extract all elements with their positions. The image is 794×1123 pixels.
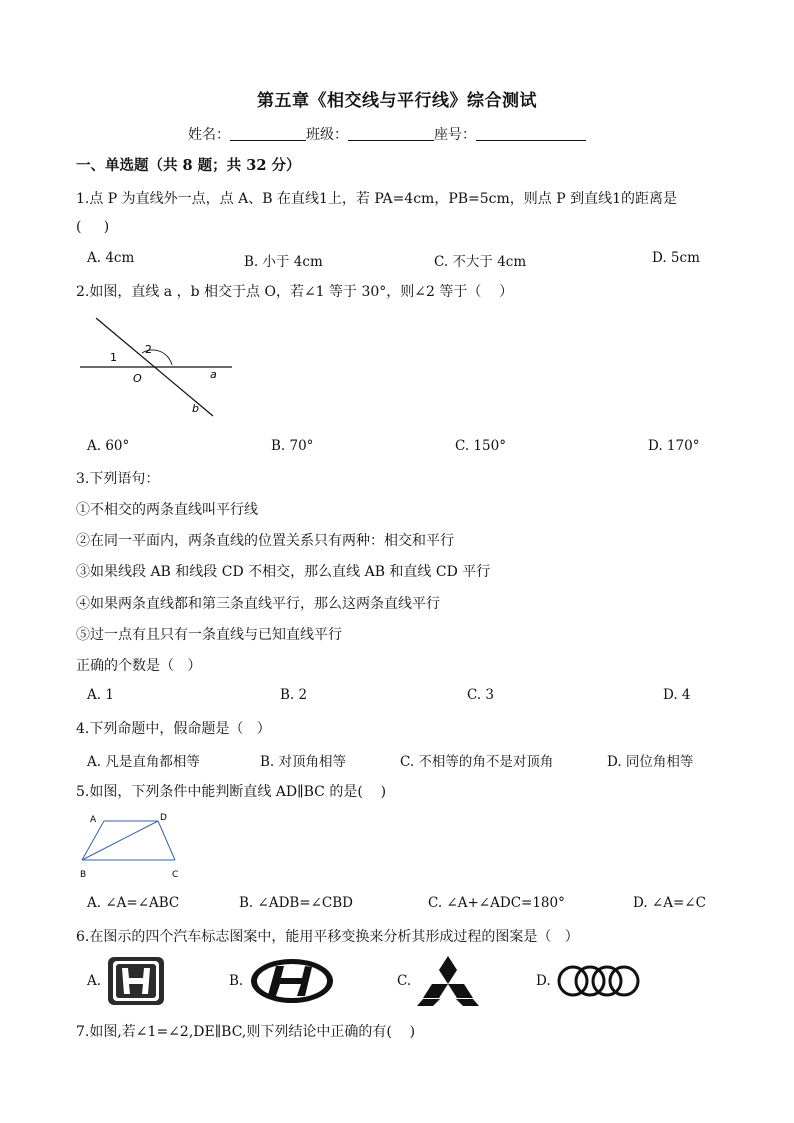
seat-label: 座号： [434, 127, 476, 143]
q3-statement-5: ⑤过一点有且只有一条直线与已知直线平行 [76, 627, 342, 643]
seat-blank [476, 126, 586, 141]
q2-stem: 2.如图，直线 a ，b 相交于点 O，若∠1 等于 30°，则∠2 等于（ ） [76, 284, 514, 300]
q3-statement-1: ①不相交的两条直线叫平行线 [76, 502, 258, 518]
q1-stem-line2: ( ) [76, 219, 110, 235]
point-o-label: O [133, 372, 142, 385]
q4-option-b: B. 对顶角相等 [260, 754, 347, 770]
q6-option-d: D. [536, 973, 551, 989]
audi-rings-logo-icon [556, 962, 640, 1000]
q3-option-a: A. 1 [87, 687, 114, 703]
q4-option-a: A. 凡是直角都相等 [87, 754, 200, 770]
point-c-label: C [172, 870, 179, 880]
q2-option-b: B. 70° [271, 438, 314, 454]
q7-stem: 7.如图,若∠1=∠2,DE∥BC,则下列结论中正确的有( ) [76, 1024, 416, 1040]
q1-stem-line1: 1.点 P 为直线外一点，点 A、B 在直线1上，若 PA=4cm，PB=5cm，则点 P 到直线1的距离是 [76, 191, 678, 207]
q2-option-a: A. 60° [87, 438, 130, 454]
angle-1-label: 1 [110, 351, 117, 364]
q2-figure-intersecting-lines [76, 310, 246, 422]
q2-option-d: D. 170° [648, 438, 700, 454]
q6-option-b: B. [229, 973, 244, 989]
q6-option-c: C. [397, 973, 412, 989]
q5-stem: 5.如图，下列条件中能判断直线 AD∥BC 的是( ) [76, 784, 387, 800]
line-a-label: a [210, 368, 217, 381]
q3-statement-2: ②在同一平面内，两条直线的位置关系只有两种：相交和平行 [76, 533, 454, 549]
hyundai-logo-icon [250, 958, 334, 1004]
q1-option-d: D. 5cm [652, 250, 700, 266]
q4-option-d: D. 同位角相等 [607, 754, 694, 770]
q1-option-c: C. 不大于 4cm [434, 254, 527, 270]
q3-stem: 3.下列语句： [76, 471, 160, 487]
point-d-label: D [160, 813, 167, 823]
point-b-label: B [80, 870, 87, 880]
class-blank [348, 126, 434, 141]
name-blank [230, 126, 306, 141]
q1-option-b: B. 小于 4cm [244, 254, 323, 270]
q5-option-d: D. ∠A=∠C [633, 895, 706, 911]
q4-stem: 4.下列命题中，假命题是（ ） [76, 721, 271, 737]
q1-option-a: A. 4cm [87, 250, 135, 266]
q4-option-c: C. 不相等的角不是对顶角 [400, 754, 554, 770]
section-heading: 一、单选题（共 8 题；共 32 分） [76, 157, 301, 174]
q3-option-b: B. 2 [280, 687, 308, 703]
student-info-line [188, 124, 586, 144]
angle-2-label: 2 [145, 343, 152, 356]
q5-option-a: A. ∠A=∠ABC [87, 895, 180, 911]
q3-statement-4: ④如果两条直线都和第三条直线平行，那么这两条直线平行 [76, 596, 440, 612]
page-title: 第五章《相交线与平行线》综合测试 [257, 91, 537, 111]
q5-option-c: C. ∠A+∠ADC=180° [428, 895, 565, 911]
q3-prompt: 正确的个数是（ ） [76, 658, 202, 674]
q3-option-d: D. 4 [663, 687, 691, 703]
mitsubishi-logo-icon [415, 955, 481, 1007]
class-label: 班级： [306, 127, 348, 143]
name-label: 姓名： [188, 127, 230, 143]
q6-option-a: A. [87, 973, 102, 989]
point-a-label: A [90, 815, 97, 825]
q5-option-b: B. ∠ADB=∠CBD [239, 895, 354, 911]
q3-option-c: C. 3 [467, 687, 495, 703]
honda-logo-icon [106, 956, 166, 1006]
line-b-label: b [192, 402, 199, 415]
q2-option-c: C. 150° [455, 438, 506, 454]
q3-statement-3: ③如果线段 AB 和线段 CD 不相交，那么直线 AB 和直线 CD 平行 [76, 564, 491, 580]
q6-stem: 6.在图示的四个汽车标志图案中，能用平移变换来分析其形成过程的图案是（ ） [76, 929, 579, 945]
segment-dc [158, 821, 175, 860]
q5-figure-trapezoid [76, 810, 186, 882]
